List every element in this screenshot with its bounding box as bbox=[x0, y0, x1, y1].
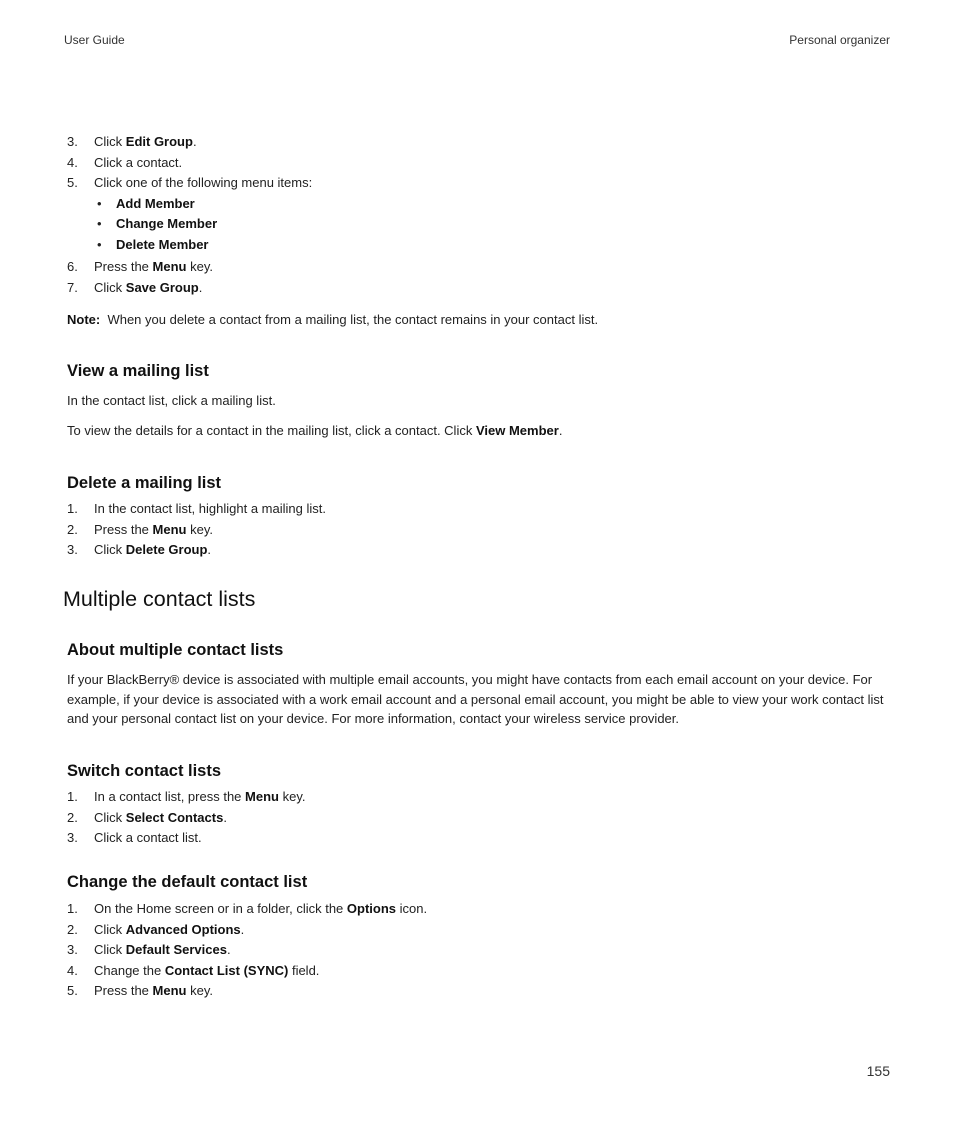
list-item: 7. Click Save Group. bbox=[67, 279, 203, 295]
list-item: 1. On the Home screen or in a folder, click the Options icon. bbox=[67, 901, 428, 916]
list-item: 1. In a contact list, press the Menu key. bbox=[67, 789, 306, 804]
edit-group-steps bbox=[67, 132, 893, 298]
bullet-item: • Delete Member bbox=[97, 236, 209, 252]
list-item: 1. In the contact list, highlight a mailing list. bbox=[67, 501, 326, 516]
switch-contact-lists-steps bbox=[67, 787, 893, 849]
delete-mailing-list-steps bbox=[67, 499, 893, 561]
note bbox=[67, 310, 893, 330]
bullet-item: • Add Member bbox=[97, 195, 195, 211]
list-item: 4. Click a contact. bbox=[67, 154, 183, 170]
list-item: 5. Press the Menu key. bbox=[67, 983, 213, 998]
change-default-contact-list-steps bbox=[67, 899, 893, 1002]
section-heading-change-default-contact-list: Change the default contact list bbox=[67, 873, 308, 891]
list-item: 2. Press the Menu key. bbox=[67, 521, 213, 537]
paragraph: In the contact list, click a mailing list. bbox=[67, 393, 276, 408]
list-item: 6. Press the Menu key. bbox=[67, 259, 213, 274]
list-item: 3. Click Delete Group. bbox=[67, 542, 212, 557]
running-header-right: Personal organizer bbox=[789, 33, 890, 47]
list-item: 3. Click a contact list. bbox=[67, 830, 202, 845]
page-number: 155 bbox=[866, 1063, 890, 1079]
running-header-left: User Guide bbox=[64, 33, 125, 47]
list-item: 3. Click Default Services. bbox=[67, 942, 231, 957]
note-text: When you delete a contact from a mailing list, the contact remains in your contact list. bbox=[107, 312, 599, 327]
section-heading-delete-mailing-list: Delete a mailing list bbox=[67, 474, 222, 492]
section-heading-switch-contact-lists: Switch contact lists bbox=[67, 762, 222, 780]
paragraph: To view the details for a contact in the mailing list, click a contact. Click View Member. bbox=[67, 423, 563, 438]
list-item: 3. Click Edit Group. bbox=[67, 134, 197, 149]
section-heading-view-mailing-list: View a mailing list bbox=[67, 362, 209, 380]
note-label: Note: bbox=[67, 312, 101, 327]
section-heading-about-multiple-contact-lists: About multiple contact lists bbox=[67, 641, 284, 659]
bullet-item: • Change Member bbox=[97, 216, 218, 231]
paragraph: If your BlackBerry® device is associated with multiple email accounts, you might have contacts from each email account on your device. For example, if your device is associated with a work email account and a personal email account, you might be able to view your work contact list and your personal contact list on your device. For more information, contact your wireless service provider. bbox=[67, 672, 884, 727]
list-item: 2. Click Advanced Options. bbox=[67, 921, 245, 937]
list-item: 5. Click one of the following menu items: bbox=[67, 175, 313, 190]
chapter-title: Multiple contact lists bbox=[63, 587, 256, 611]
list-item: 2. Click Select Contacts. bbox=[67, 809, 227, 825]
list-item: 4. Change the Contact List (SYNC) field. bbox=[67, 962, 320, 978]
